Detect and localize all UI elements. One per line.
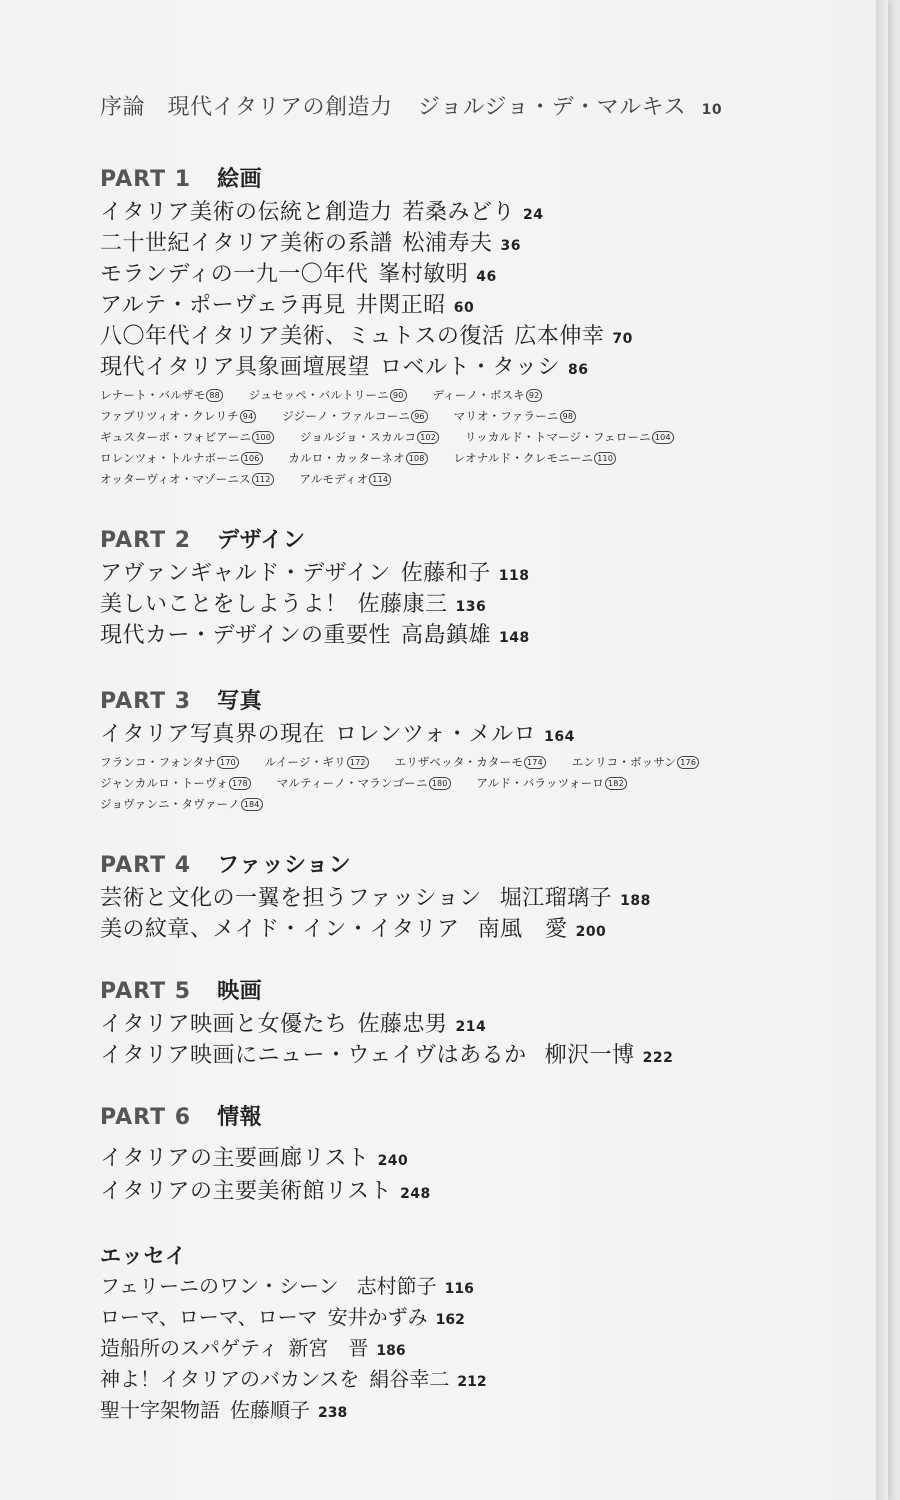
artist-row: ギュスターボ・フォビアーニ 100 ジョルジョ・スカルコ 102 リッカルド・トマージ・フェローニ 104 bbox=[100, 427, 840, 448]
intro-title: 序論 現代イタリアの創造力 bbox=[100, 95, 393, 120]
intro-page: 10 bbox=[701, 102, 723, 118]
intro-author: ジョルジョ・デ・マルキス bbox=[418, 95, 687, 120]
toc-entry: 現代カー・デザインの重要性 高島鎮雄 148 bbox=[100, 623, 530, 648]
artist-list-part-1 bbox=[100, 385, 840, 490]
toc-entry: イタリア映画にニュー・ウェイヴはあるか 柳沢一博 222 bbox=[100, 1043, 674, 1068]
toc-entry: イタリア美術の伝統と創造力 若桑みどり 24 bbox=[100, 200, 544, 225]
artist-row: ジョヴァンニ・タヴァーノ 184 bbox=[100, 794, 840, 815]
part-4-heading: PART 4 ファッション bbox=[100, 853, 352, 878]
toc-entry: 八〇年代イタリア美術、ミュトスの復活 広本伸幸 70 bbox=[100, 324, 633, 349]
part-2-heading: PART 2 デザイン bbox=[100, 528, 306, 553]
toc-entry: 美の紋章、メイド・イン・イタリア 南風 愛 200 bbox=[100, 917, 607, 942]
artist-row: ジャンカルロ・トーヴォ 178 マルティーノ・マランゴーニ 180 アルド・バラッツォーロ 182 bbox=[100, 773, 840, 794]
toc-entry: イタリア写真界の現在 ロレンツォ・メルロ 164 bbox=[100, 722, 575, 747]
toc-entry: 芸術と文化の一翼を担うファッション 堀江瑠璃子 188 bbox=[100, 886, 651, 911]
toc-entry: イタリアの主要画廊リスト 240 bbox=[100, 1146, 409, 1171]
artist-row: オッターヴィオ・マゾーニス 112 アルモディオ 114 bbox=[100, 469, 840, 490]
artist-row: フランコ・フォンタナ 170 ルイージ・ギリ 172 エリザベッタ・カターモ 174 エンリコ・ボッサン 176 bbox=[100, 752, 840, 773]
page-edge bbox=[876, 0, 888, 1500]
toc-entry: イタリア映画と女優たち 佐藤忠男 214 bbox=[100, 1012, 487, 1037]
part-6-heading: PART 6 情報 bbox=[100, 1105, 263, 1130]
toc-entry: 現代イタリア具象画壇展望 ロベルト・タッシ 86 bbox=[100, 355, 589, 380]
toc-entry: イタリアの主要美術館リスト 248 bbox=[100, 1179, 431, 1204]
part-3-heading: PART 3 写真 bbox=[100, 689, 263, 714]
essay-entry: 神よ！イタリアのバカンスを 絹谷幸二 212 bbox=[100, 1367, 487, 1391]
toc-entry: アヴァンギャルド・デザイン 佐藤和子 118 bbox=[100, 561, 530, 586]
artist-row: ロレンツォ・トルナボーニ 106 カルロ・カッターネオ 108 レオナルド・クレモニーニ 110 bbox=[100, 448, 840, 469]
toc-entry: 二十世紀イタリア美術の系譜 松浦寿夫 36 bbox=[100, 231, 522, 256]
part-5-heading: PART 5 映画 bbox=[100, 979, 263, 1004]
toc-entry: モランディの一九一〇年代 峯村敏明 46 bbox=[100, 262, 497, 287]
essays-heading: エッセイ bbox=[100, 1244, 187, 1268]
essay-entry: 造船所のスパゲティ 新宮 晋 186 bbox=[100, 1336, 406, 1360]
essay-entry: フェリーニのワン・シーン 志村節子 116 bbox=[100, 1274, 474, 1298]
essay-entry: 聖十字架物語 佐藤順子 238 bbox=[100, 1398, 348, 1422]
part-1-heading: PART 1 絵画 bbox=[100, 167, 263, 192]
artist-list-part-3 bbox=[100, 752, 840, 815]
artist-row: レナート・バルザモ 88 ジュセッペ・バルトリーニ 90 ディーノ・ボスキ 92 bbox=[100, 385, 840, 406]
artist-row: ファブリツィオ・クレリチ 94 ジジーノ・ファルコーニ 96 マリオ・ファラーニ 98 bbox=[100, 406, 840, 427]
intro-entry bbox=[100, 92, 840, 123]
toc-entry: アルテ・ポーヴェラ再見 井関正昭 60 bbox=[100, 293, 475, 318]
toc-entry: 美しいことをしようよ！ 佐藤康三 136 bbox=[100, 592, 487, 617]
essay-entry: ローマ、ローマ、ローマ 安井かずみ 162 bbox=[100, 1305, 465, 1329]
table-of-contents bbox=[100, 92, 840, 1426]
